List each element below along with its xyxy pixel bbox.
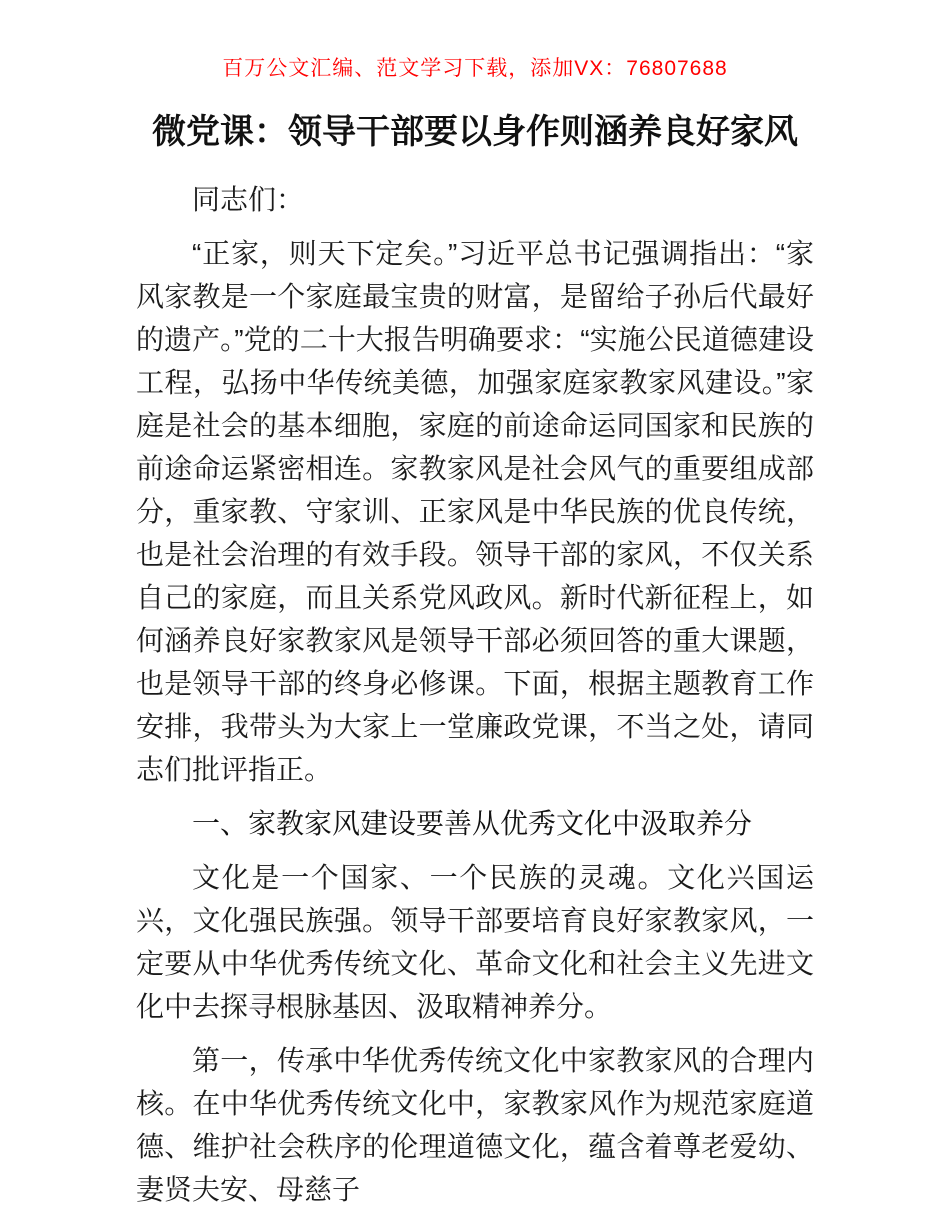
paragraph: 文化是一个国家、一个民族的灵魂。文化兴国运兴，文化强民族强。领导干部要培育良好家教家风，一定要从中华优秀传统文化、革命文化和社会主义先进文化中去探寻根脉基因、汲取精神养分。: [136, 862, 814, 1022]
paragraph: “正家，则天下定矣。”习近平总书记强调指出：“家风家教是一个家庭最宝贵的财富，是留给子孙后代最好的遗产。”党的二十大报告明确要求：“实施公民道德建设工程，弘扬中华传统美德，加强家庭家教家风建设。”家庭是社会的基本细胞，家庭的前途命运同国家和民族的前途命运紧密相连。家教家风是社会风气的重要组成部分，重家教、守家训、正家风是中华民族的优良传统，也是社会治理的有效手段。领导干部的家风，不仅关系自己的家庭，而且关系党风政风。新时代新征程上，如何涵养良好家教家风是领导干部必须回答的重大课题，也是领导干部的终身必修课。下面，根据主题教育工作安排，我带头为大家上一堂廉政党课，不当之处，请同志们批评指正。: [136, 238, 814, 785]
salutation: 同志们：: [192, 184, 305, 215]
document-body: [136, 178, 814, 1211]
section-heading: 一、家教家风建设要善从优秀文化中汲取养分: [192, 808, 753, 839]
document-title: 微党课：领导干部要以身作则涵养良好家风: [152, 113, 798, 151]
paragraph: 第一，传承中华优秀传统文化中家教家风的合理内核。在中华优秀传统文化中，家教家风作为规范家庭道德、维护社会秩序的伦理道德文化，蕴含着尊老爱幼、妻贤夫安、母慈子: [136, 1045, 814, 1205]
watermark-notice: 百万公文汇编、范文学习下载，添加VX：76807688: [222, 57, 728, 80]
